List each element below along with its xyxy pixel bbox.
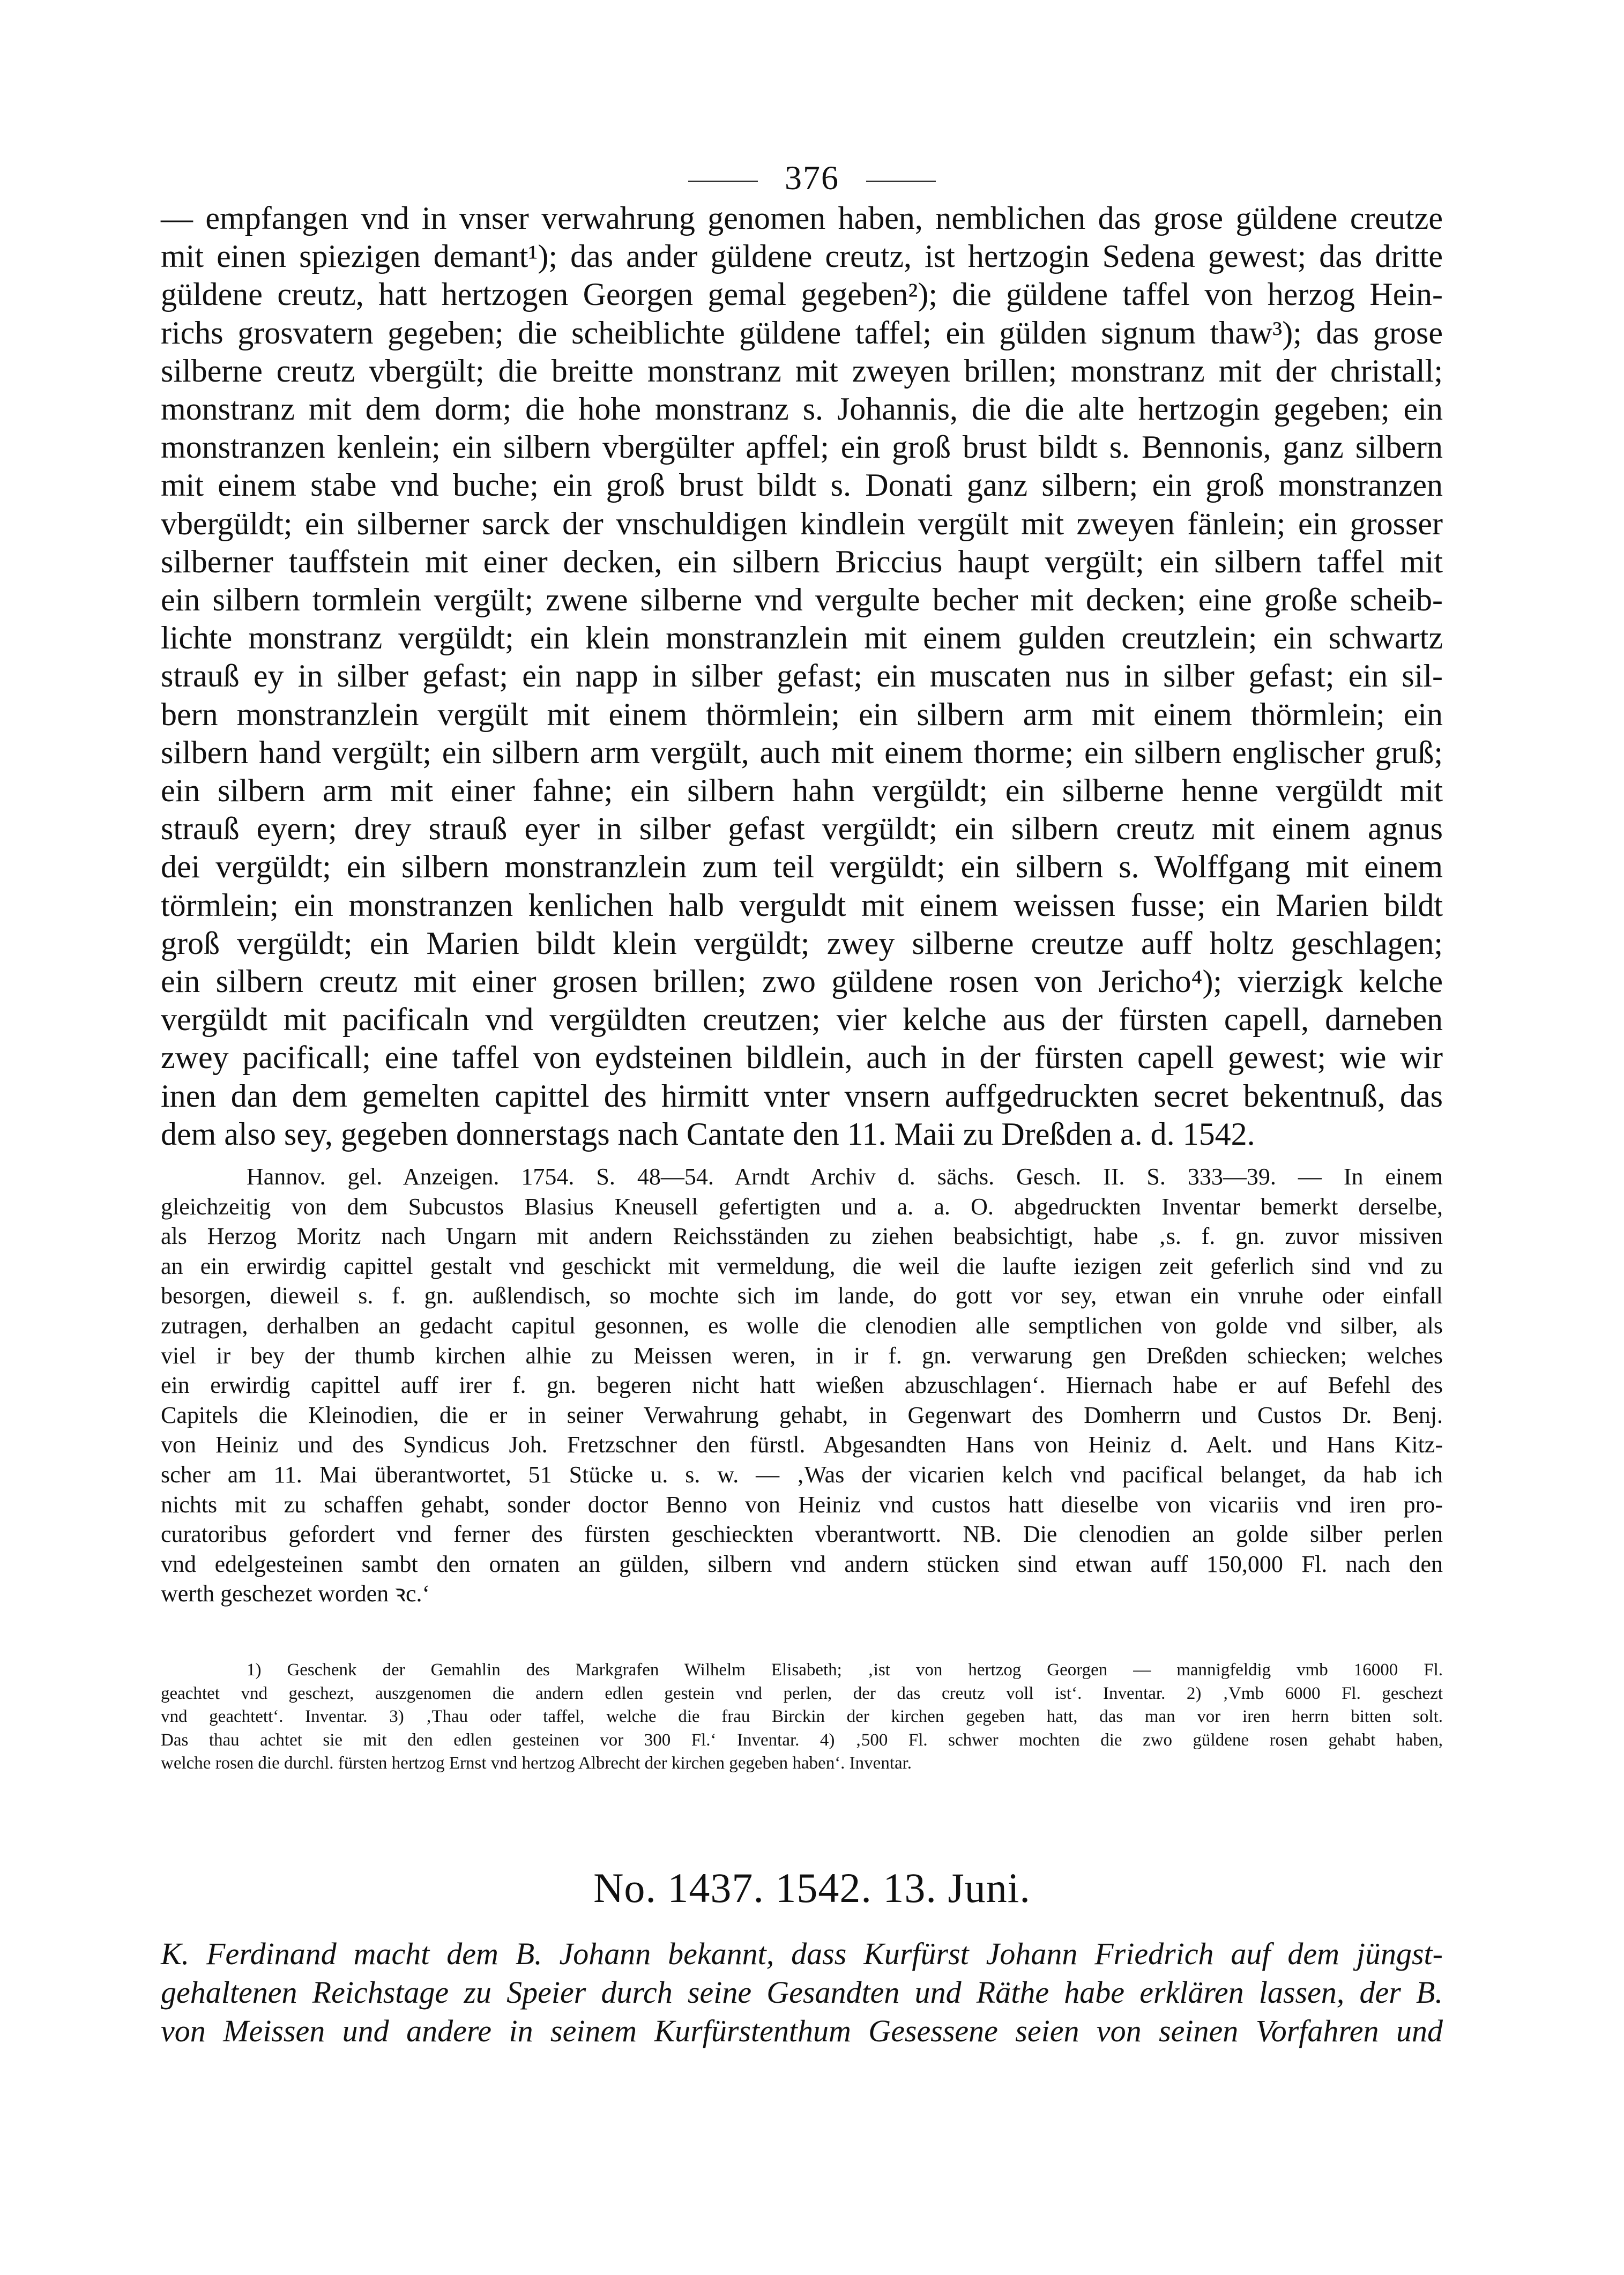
main-line: ein silbern arm mit einer fahne; ein silbern hahn vergüldt; ein silberne henne vergüldt mit xyxy=(161,773,1443,809)
page-number xyxy=(0,158,1624,198)
main-line: strauß ey in silber gefast; ein napp in silber gefast; ein muscaten nus in silber gefast; ein sil- xyxy=(161,658,1443,694)
main-text xyxy=(161,199,1443,1153)
commentary-line: Hannov. gel. Anzeigen. 1754. S. 48—54. Arndt Archiv d. sächs. Gesch. II. S. 333—39. — In einem xyxy=(247,1163,1443,1190)
commentary-line: von Heiniz und des Syndicus Joh. Fretzschner den fürstl. Abgesandten Hans von Heiniz d. Aelt. und Hans Kitz- xyxy=(161,1431,1443,1458)
commentary-line: scher am 11. Mai überantwortet, 51 Stücke u. s. w. — ‚Was der vicarien kelch vnd pacifical belanget, da hab ich xyxy=(161,1461,1443,1488)
page-number-text: 376 xyxy=(785,159,839,197)
main-line: monstranz mit dem dorm; die hohe monstranz s. Johannis, die die alte hertzogin gegeben; ein xyxy=(161,391,1443,427)
main-line: ein silbern tormlein vergült; zwene silberne vnd vergulte becher mit decken; eine große scheib- xyxy=(161,582,1443,618)
commentary-line: besorgen, dieweil s. f. gn. außlendisch, so mochte sich im lande, do gott vor sey, etwan ein vnruhe oder einfall xyxy=(161,1282,1443,1309)
main-line: — empfangen vnd in vnser verwahrung genomen haben, nemblichen das grose güldene creutze xyxy=(161,200,1443,236)
footnote-line: Das thau achtet sie mit den edlen gesteinen vor 300 Fl.‘ Inventar. 4) ‚500 Fl. schwer mochten die zwo güldene rosen gehabt haben, xyxy=(161,1730,1443,1750)
main-line: mit einem stabe vnd buche; ein groß brust bildt s. Donati ganz silbern; ein groß monstranzen xyxy=(161,467,1443,503)
commentary-line: zutragen, derhalben an gedacht capitul gesonnen, es wolle die clenodien alle semptlichen von golde vnd silber, als xyxy=(161,1312,1443,1339)
commentary-line: vnd edelgesteinen sambt den ornaten an gülden, silbern vnd andern stücken sind etwan auff 150,000 Fl. nach den xyxy=(161,1550,1443,1577)
commentary-line: ein erwirdig capittel auff irer f. gn. begeren nicht hatt wießen abzuschlagen‘. Hiernach habe er auf Befehl des xyxy=(161,1372,1443,1399)
commentary-line: nichts mit zu schaffen gehabt, sonder doctor Benno von Heiniz vnd custos hatt dieselbe von vicariis vnd iren pro- xyxy=(161,1491,1443,1518)
page-number-rule-right xyxy=(866,181,936,182)
summary-line: K. Ferdinand macht dem B. Johann bekannt, dass Kurfürst Johann Friedrich auf dem jüngst- xyxy=(161,1936,1443,1971)
main-line: silberne creutz vbergült; die breitte monstranz mit zweyen brillen; monstranz mit der christall; xyxy=(161,353,1443,389)
main-line: monstranzen kenlein; ein silbern vbergülter apffel; ein groß brust bildt s. Bennonis, ganz silbern xyxy=(161,429,1443,465)
document-heading: No. 1437. 1542. 13. Juni. xyxy=(593,1864,1031,1911)
main-line: vbergüldt; ein silberner sarck der vnschuldigen kindlein vergült mit zweyen fänlein; ein grosser xyxy=(161,505,1443,541)
footnote-line: geachtet vnd geschezt, auszgenomen die andern edlen gestein vnd perlen, der das creutz voll ist‘. Inventar. 2) ‚Vmb 6000 Fl. geschezt xyxy=(161,1683,1443,1703)
commentary-line: curatoribus gefordert vnd ferner des fürsten geschieckten vberantwortt. NB. Die clenodien an golde silber perlen xyxy=(161,1521,1443,1548)
commentary-line: Capitels die Kleinodien, die er in seiner Verwahrung gehabt, in Gegenwart des Domherrn und Custos Dr. Benj. xyxy=(161,1401,1443,1428)
main-line: silbern hand vergült; ein silbern arm vergült, auch mit einem thorme; ein silbern englischer gruß; xyxy=(161,734,1443,770)
commentary-line: viel ir bey der thumb kirchen alhie zu Meissen weren, in ir f. gn. verwarung gen Dreßden schiecken; welches xyxy=(161,1342,1443,1369)
footnote-line: welche rosen die durchl. fürsten hertzog Ernst vnd hertzog Albrecht der kirchen gegeben haben‘. Inventar. xyxy=(161,1754,912,1773)
page-number-rule-left xyxy=(688,181,758,182)
main-line: vergüldt mit pacificaln vnd vergüldten creutzen; vier kelche aus der fürsten capell, darneben xyxy=(161,1002,1443,1038)
main-line: ein silbern creutz mit einer grosen brillen; zwo güldene rosen von Jericho⁴); vierzigk kelche xyxy=(161,964,1443,999)
footnote-line: 1) Geschenk der Gemahlin des Markgrafen Wilhelm Elisabeth; ‚ist von hertzog Georgen — mannigfeldig vmb 16000 Fl. xyxy=(247,1660,1443,1680)
main-line: lichte monstranz vergüldt; ein klein monstranzlein mit einem gulden creutzlein; ein schwartz xyxy=(161,620,1443,656)
commentary-line: gleichzeitig von dem Subcustos Blasius Kneusell gefertigten und a. a. O. abgedruckten Inventar bemerkt derselbe, xyxy=(161,1193,1443,1220)
main-line: strauß eyern; drey strauß eyer in silber gefast vergüldt; ein silbern creutz mit einem agnus xyxy=(161,811,1443,847)
commentary-line: an ein erwirdig capittel gestalt vnd geschickt mit vermeldung, die weil die laufte iezigen zeit geferlich sind vnd zu xyxy=(161,1252,1443,1279)
main-line: güldene creutz, hatt hertzogen Georgen gemal gegeben²); die güldene taffel von herzog Hein- xyxy=(161,277,1443,312)
main-line: groß vergüldt; ein Marien bildt klein vergüldt; zwey silberne creutze auff holtz geschlagen; xyxy=(161,925,1443,961)
summary-line: gehaltenen Reichstage zu Speier durch seine Gesandten und Räthe habe erklären lassen, der B. xyxy=(161,1975,1443,2010)
document-summary xyxy=(161,1935,1443,2050)
main-line: mit einen spiezigen demant¹); das ander güldene creutz, ist hertzogin Sedena gewest; das dritte xyxy=(161,238,1443,274)
footnote-line: vnd geachtett‘. Inventar. 3) ‚Thau oder taffel, welche die frau Birckin der kirchen gegeben hatt, das man vor iren herrn bitten solt. xyxy=(161,1707,1443,1726)
main-line: zwey pacificall; eine taffel von eydsteinen bildlein, auch in der fürsten capell gewest; wie wir xyxy=(161,1040,1443,1076)
main-line: silberner tauffstein mit einer decken, ein silbern Briccius haupt vergült; ein silbern taffel mit xyxy=(161,543,1443,579)
main-line: dem also sey, gegeben donnerstags nach Cantate den 11. Maii zu Dreßden a. d. 1542. xyxy=(161,1116,1255,1152)
commentary-line: werth geschezet worden ꝛc.‘ xyxy=(161,1580,430,1607)
main-line: inen dan dem gemelten capittel des hirmitt vnter vnsern auffgedruckten secret bekentnuß, das xyxy=(161,1078,1443,1114)
summary-line: von Meissen und andere in seinem Kurfürstenthum Gesessene seien von seinen Vorfahren und xyxy=(161,2013,1443,2048)
main-line: richs grosvatern gegeben; die scheiblichte güldene taffel; ein gülden signum thaw³); das grose xyxy=(161,315,1443,350)
commentary-note xyxy=(161,1162,1443,1609)
main-line: törmlein; ein monstranzen kenlichen halb verguldt mit einem weissen fusse; ein Marien bildt xyxy=(161,887,1443,923)
commentary-line: als Herzog Moritz nach Ungarn mit andern Reichsständen zu ziehen beabsichtigt, habe ‚s. f. gn. zuvor missiven xyxy=(161,1223,1443,1250)
main-line: dei vergüldt; ein silbern monstranzlein zum teil vergüldt; ein silbern s. Wolffgang mit einem xyxy=(161,849,1443,885)
footnotes xyxy=(161,1659,1443,1776)
main-line: bern monstranzlein vergült mit einem thörmlein; ein silbern arm mit einem thörmlein; ein xyxy=(161,696,1443,732)
